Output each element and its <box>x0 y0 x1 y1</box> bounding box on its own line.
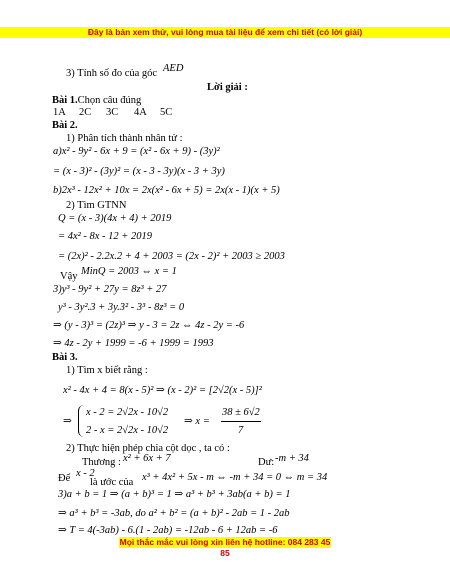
bai-3-part-2: 2) Thực hiện phép chia cột dọc , ta có : <box>66 443 230 454</box>
bai-2-part-3-line-2: y³ - 3y².3 + 3y.3² - 3³ - 8z³ = 0 <box>58 302 185 313</box>
hotline-banner: Mọi thắc mắc vui lòng xin liên hệ hotline: 084 283 45 85 <box>119 537 331 558</box>
de-label: Để <box>58 473 71 484</box>
bai-2-part-3-line-3: ⇒ (y - 3)³ = (2z)³ ⇒ y - 3 = 2z ⇔ 4z - 2y = -6 <box>53 320 245 331</box>
bai-2-part-3-line-4: ⇒ 4z - 2y + 1999 = -6 + 1999 = 1993 <box>53 338 214 349</box>
bai-3-result-numerator: 38 ± 6√2 <box>222 407 260 418</box>
bai-1-answer: 4A <box>134 107 147 118</box>
bai-3-system-eq-2: 2 - x = 2√2x - 10√2 <box>86 425 169 436</box>
bai-3-result-prefix: ⇒ x = <box>184 416 210 427</box>
bai-2-part-3-line-1: 3)y³ - 9y² + 27y = 8z³ + 27 <box>53 284 167 295</box>
bai-3-system-bracket <box>78 405 84 437</box>
bai-1-label: Bài 1. <box>52 95 78 106</box>
bai-3-result-denominator: 7 <box>238 425 244 436</box>
question-3-angle: AED <box>163 63 184 74</box>
solution-title: Lời giải : <box>207 82 248 93</box>
bai-3-equation-1: x² - 4x + 4 = 8(x - 5)² ⇒ (x - 2)² = [2√2(x - 5)]² <box>63 385 262 396</box>
de-expression: x - 2 <box>76 468 95 479</box>
bai-1-answer: 1A <box>53 107 66 118</box>
bai-3-part-3-line-1: 3)a + b = 1 ⇒ (a + b)³ = 1 ⇒ a³ + b³ + 3ab(a + b) = 1 <box>58 489 291 500</box>
bai-2-part-2: 2) Tìm GTNN <box>66 200 127 211</box>
bai-3-part-1: 1) Tìm x biết rằng : <box>66 365 148 376</box>
de-text: là ước của <box>90 477 134 488</box>
bai-1-text: Chọn câu đúng <box>77 95 142 106</box>
bai-2-line-a2: = (x - 3)² - (3y)² = (x - 3 - 3y)(x - 3 + 3y) <box>53 166 225 177</box>
de-condition: x³ + 4x² + 5x - m ⇔ -m + 34 = 0 ⇔ m = 34 <box>142 472 328 483</box>
bai-2-part-1: 1) Phân tích thành nhân tử : <box>66 133 183 144</box>
bai-3-arrow: ⇒ <box>63 416 72 427</box>
du-value: -m + 34 <box>275 453 309 464</box>
bai-2-label: Bài 2. <box>52 120 78 131</box>
bai-2-vay: Vậy <box>60 271 78 282</box>
bai-2-q-line-1: Q = (x - 3)(4x + 4) + 2019 <box>58 213 172 224</box>
thuong-value: x² + 6x + 7 <box>123 453 171 464</box>
bai-3-fraction-bar <box>221 421 261 422</box>
bai-2-q-line-2: = 4x² - 8x - 12 + 2019 <box>58 231 153 242</box>
bai-2-min-result: MinQ = 2003 ⇔ x = 1 <box>81 266 177 277</box>
bai-1-answer: 2C <box>79 107 92 118</box>
bai-1-answer: 5C <box>160 107 173 118</box>
bai-2-q-line-3: = (2x)² - 2.2x.2 + 4 + 2003 = (2x - 2)² + 2003 ≥ 2003 <box>58 251 285 262</box>
bai-3-part-3-line-2: ⇒ a³ + b³ = -3ab, do a² + b² = (a + b)² - 2ab = 1 - 2ab <box>58 508 290 519</box>
bai-1-answer: 3C <box>106 107 119 118</box>
bai-3-part-3-line-3: ⇒ T = 4(-3ab) - 6.(1 - 2ab) = -12ab - 6 + 12ab = -6 <box>58 525 278 536</box>
du-label: Dư: <box>258 457 275 468</box>
bai-3-system-eq-1: x - 2 = 2√2x - 10√2 <box>86 407 169 418</box>
question-3-text: 3) Tính số đo của góc <box>66 68 158 79</box>
preview-notice-banner: Đây là bản xem thử, vui lòng mua tài liệu để xem chi tiết (có lời giải) <box>0 27 450 38</box>
thuong-label: Thương : <box>82 457 121 468</box>
bai-2-line-b: b)2x³ - 12x² + 10x = 2x(x² - 6x + 5) = 2x(x - 1)(x + 5) <box>53 185 280 196</box>
bai-3-label: Bài 3. <box>52 352 78 363</box>
bai-2-line-a1: a)x² - 9y² - 6x + 9 = (x² - 6x + 9) - (3y)² <box>53 146 220 157</box>
